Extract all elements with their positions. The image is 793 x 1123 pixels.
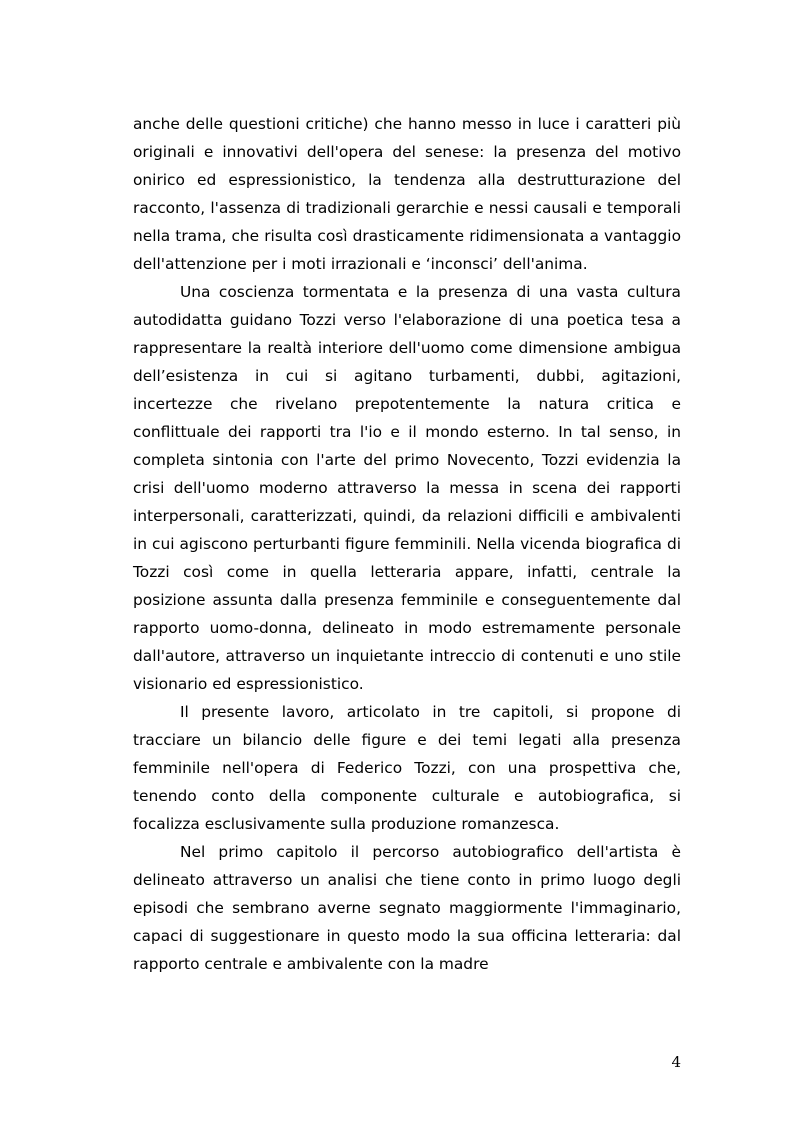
body-text bbox=[133, 110, 681, 978]
paragraph-3: Il presente lavoro, articolato in tre capitoli, si propone di tracciare un bilancio delle figure e dei temi legati alla presenza femminile nell'opera di Federico Tozzi, con una prospettiva che, tenendo conto della componente culturale e autobiografica, si focalizza esclusivamente sulla produzione romanzesca. bbox=[133, 703, 681, 833]
paragraph-2: Una coscienza tormentata e la presenza di una vasta cultura autodidatta guidano Tozzi verso l'elaborazione di una poetica tesa a rappresentare la realtà interiore dell'uomo come dimensione ambigua dell’esistenza in cui si agitano turbamenti, dubbi, agitazioni, incertezze che rivelano prepotentemente la natura critica e conflittuale dei rapporti tra l'io e il mondo esterno. In tal senso, in completa sintonia con l'arte del primo Novecento, Tozzi evidenzia la crisi dell'uomo moderno attraverso la messa in scena dei rapporti interpersonali, caratterizzati, quindi, da relazioni difficili e ambivalenti in cui agiscono perturbanti figure femminili. Nella vicenda biografica di Tozzi così come in quella letteraria appare, infatti, centrale la posizione assunta dalla presenza femminile e conseguentemente dal rapporto uomo-donna, delineato in modo estremamente personale dall'autore, attraverso un inquietante intreccio di contenuti e uno stile visionario ed espressionistico. bbox=[133, 283, 681, 693]
page-number: 4 bbox=[671, 1053, 681, 1071]
paragraph-4: Nel primo capitolo il percorso autobiografico dell'artista è delineato attraverso un analisi che tiene conto in primo luogo degli episodi che sembrano averne segnato maggiormente l'immaginario, capaci di suggestionare in questo modo la sua officina letteraria: dal rapporto centrale e ambivalente con la madre bbox=[133, 843, 681, 973]
paragraph-1: anche delle questioni critiche) che hanno messo in luce i caratteri più originali e innovativi dell'opera del senese: la presenza del motivo onirico ed espressionistico, la tendenza alla destrutturazione del racconto, l'assenza di tradizionali gerarchie e nessi causali e temporali nella trama, che risulta così drasticamente ridimensionata a vantaggio dell'attenzione per i moti irrazionali e ‘inconsci’ dell'anima. bbox=[133, 115, 681, 273]
